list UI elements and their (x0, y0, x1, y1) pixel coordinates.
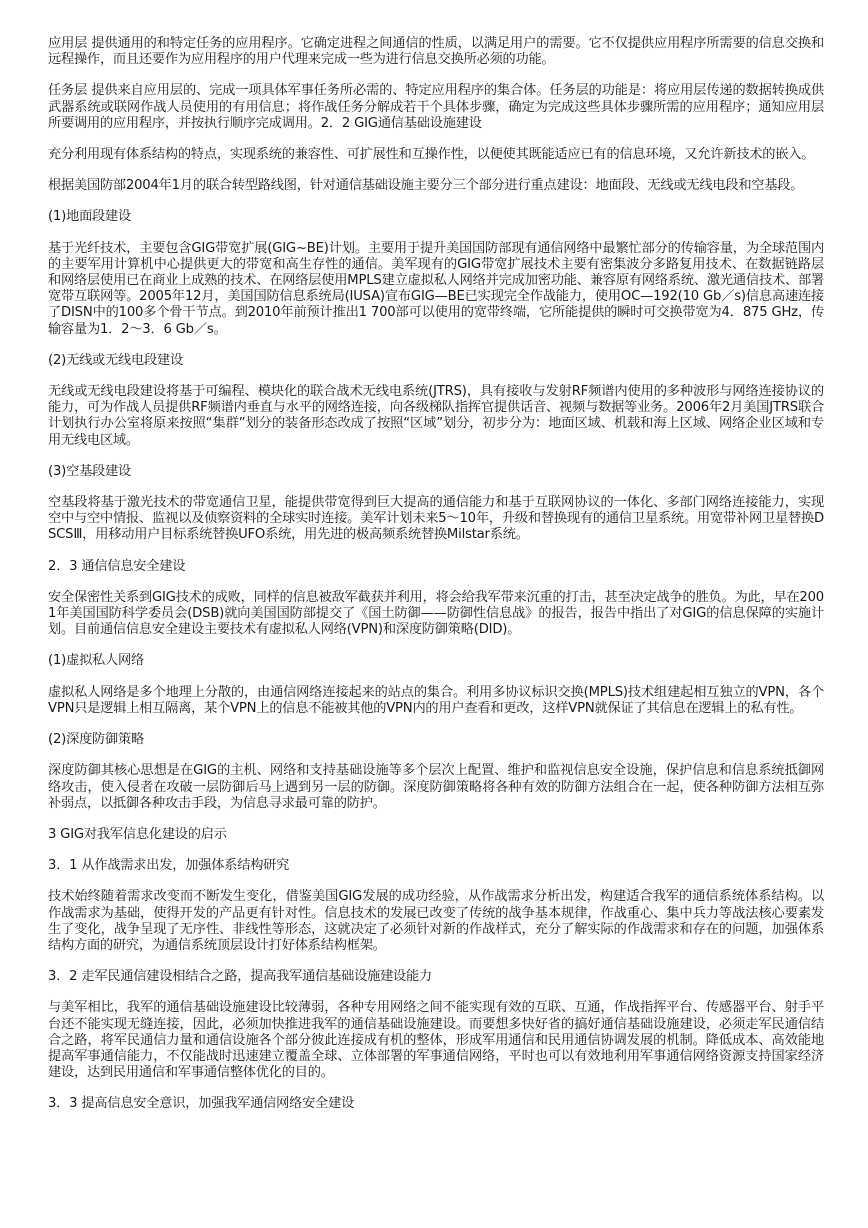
heading-vpn: (1)虚拟私人网络 (48, 653, 145, 669)
heading-section-3: 3 GIG对我军信息化建设的启示 (48, 826, 227, 842)
paragraph-ground-segment: 基于光纤技术，主要包含GIG带宽扩展(GIG~BE)计划。主要用于提升美国国防部现有通信网络中最繁忙部分的传输容量，为全球范围内的主要军用计算机中心提供更大的带宽和高生存性的通信。美军现有的GIG带宽扩展技术主要有密集波分多路复用技术、在数据链路层和网络层使用已在商业上成熟的技术、在网络层使用MPLS建立虚拟私人网络并完成加密功能、兼容原有网络系统、激光通信技术、部署宽带互联网等。2005年12月，美国国防信息系统局(IUSA)宣布GIG—BE已实现完全作战能力，使用OC—192(10 Gb／s)信息高速连接了DISN中的100多个骨干节点。到2010年前预计推出1 700部可以使用的宽带终端，它所能提供的瞬时可交换带宽为4．875 GHz，传输容量为1．2～3．6 Gb／s。 (48, 240, 824, 337)
heading-defense-in-depth: (2)深度防御策略 (48, 732, 145, 748)
paragraph-3-2: 与美军相比，我军的通信基础设施建设比较薄弱，各种专用网络之间不能实现有效的互联、互通，作战指挥平台、传感器平台、射手平台还不能实现无缝连接，因此，必须加快推进我军的通信基础设施建设。而要想多快好省的搞好通信基础设施建设，必须走军民通信结合之路，将军民通信力量和通信设施各个部分彼此连接成有机的整体，形成军用通信和民用通信协调发展的机制。降低成本、高效能地提高军事通信能力，不仅能战时迅速建立覆盖全球、立体部署的军事通信网络，平时也可以有效地利用军事通信网络资源支持国家经济建设，达到民用通信和军事通信整体优化的目的。 (48, 1000, 824, 1081)
heading-3-2: 3．2 走军民通信建设相结合之路，提高我军通信基础设施建设能力 (48, 969, 433, 985)
paragraph-wireless-segment: 无线或无线电段建设将基于可编程、模块化的联合战术无线电系统(JTRS)，具有接收与发射RF频谱内使用的多种波形与网络连接协议的能力，可为作战人员提供RF频谱内垂直与水平的网络连接，向各级梯队指挥官提供话音、视频与数据等业务。2006年2月美国JTRS联合计划执行办公室将原来按照“集群”划分的装备形态改成了按照“区域”划分，初步分为：地面区域、机载和海上区域、网络企业区域和专用无线电区域。 (48, 384, 824, 448)
heading-space-segment: (3)空基段建设 (48, 463, 132, 479)
paragraph-vpn: 虚拟私人网络是多个地理上分散的，由通信网络连接起来的站点的集合。利用多协议标识交换(MPLS)技术组建起相互独立的VPN，各个VPN只是逻辑上相互隔离，某个VPN上的信息不能被其他的VPN内的用户查看和更改，这样VPN就保证了其信息在逻辑上的私有性。 (48, 684, 824, 716)
heading-security: 2．3 通信信息安全建设 (48, 558, 186, 574)
paragraph-space-segment: 空基段将基于激光技术的带宽通信卫星，能提供带宽得到巨大提高的通信能力和基于互联网协议的一体化、多部门网络连接能力，实现空中与空中情报、监视以及侦察资料的全球实时连接。美军计划未来5～10年，升级和替换现有的通信卫星系统。用宽带补网卫星替换DSCSⅢ，用移动用户目标系统替换UFO系统，用先进的极高频系统替换Milstar系统。 (48, 495, 824, 543)
paragraph-compatibility: 充分利用现有体系结构的特点，实现系统的兼容性、可扩展性和互操作性，以便使其既能适应已有的信息环境，又允许新技术的嵌入。 (48, 147, 815, 163)
heading-ground-segment: (1)地面段建设 (48, 209, 132, 225)
heading-3-1: 3．1 从作战需求出发，加强体系结构研究 (48, 858, 290, 874)
heading-3-3: 3．3 提高信息安全意识，加强我军通信网络安全建设 (48, 1096, 355, 1112)
paragraph-defense-in-depth: 深度防御其核心思想是在GIG的主机、网络和支持基础设施等多个层次上配置、维护和监视信息安全设施，保护信息和信息系统抵御网络攻击，使入侵者在攻破一层防御后马上遇到另一层的防御。深度防御策略将各种有效的防御方法组合在一起，使各种防御方法相互弥补弱点，以抵御各种攻击手段，为信息寻求最可靠的防护。 (48, 763, 824, 811)
document-page (48, 36, 824, 1128)
paragraph-roadmap: 根据美国防部2004年1月的联合转型路线图，针对通信基础设施主要分三个部分进行重点建设：地面段、无线或无线电段和空基段。 (48, 178, 804, 194)
paragraph-task-layer: 任务层 提供来自应用层的、完成一项具体军事任务所必需的、特定应用程序的集合体。任务层的功能是：将应用层传递的数据转换成供武器系统或联网作战人员使用的有用信息；将作战任务分解成若干个具体步骤，确定为完成这些具体步骤所需的应用程序；通知应用层所要调用的应用程序，并按执行顺序完成调用。2．2 GIG通信基础设施建设 (48, 83, 824, 131)
paragraph-3-1: 技术始终随着需求改变而不断发生变化，借鉴美国GIG发展的成功经验，从作战需求分析出发，构建适合我军的通信系统体系结构。以作战需求为基础，使得开发的产品更有针对性。信息技术的发展已改变了传统的战争基本规律，作战重心、集中兵力等战法核心要素发生了变化，战争呈现了无序性、非线性等形态，这就决定了必须针对新的作战样式，充分了解实际的作战需求和存在的问题，加强体系结构方面的研究，为通信系统顶层设计打好体系结构框架。 (48, 889, 824, 953)
heading-wireless-segment: (2)无线或无线电段建设 (48, 352, 183, 368)
paragraph-application-layer: 应用层 提供通用的和特定任务的应用程序。它确定进程之间通信的性质，以满足用户的需要。它不仅提供应用程序所需要的信息交换和远程操作，而且还要作为应用程序的用户代理来完成一些为进行信息交换所必须的功能。 (48, 36, 824, 68)
paragraph-security: 安全保密性关系到GIG技术的成败，同样的信息被敌军截获并利用，将会给我军带来沉重的打击，甚至决定战争的胜负。为此，早在2001年美国国防科学委员会(DSB)就向美国国防部提交了《国土防御——防御性信息战》的报告，报告中指出了对GIG的信息保障的实施计划。目前通信信息安全建设主要技术有虚拟私人网络(VPN)和深度防御策略(DID)。 (48, 589, 824, 638)
